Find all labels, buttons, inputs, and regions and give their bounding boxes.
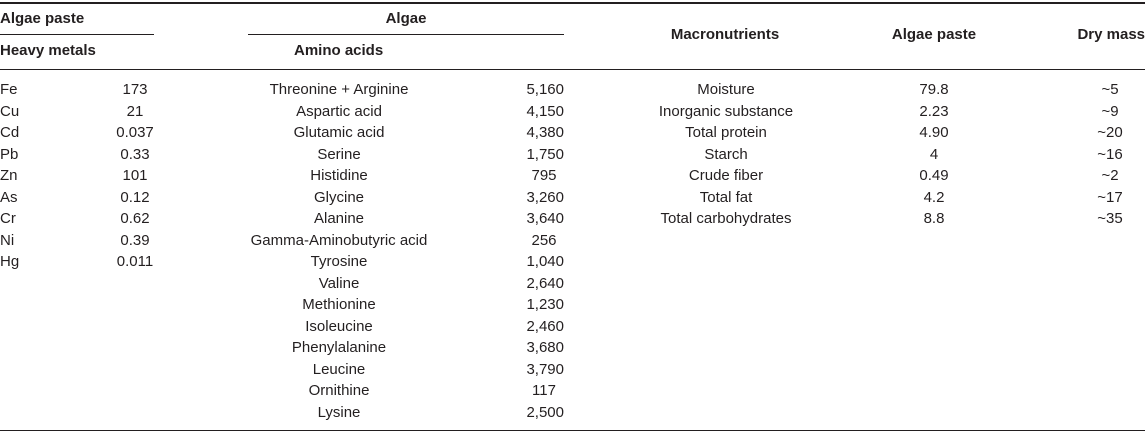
macronutrient-paste-value: 4.90 (919, 124, 949, 141)
amino-acid-value: 1,750 (526, 145, 564, 163)
amino-acid-name: Tyrosine (310, 253, 368, 270)
macronutrient-paste-value: 4 (929, 145, 939, 163)
macronutrient-dry-value: ~9 (1101, 102, 1119, 120)
macronutrient-name: Starch (704, 145, 748, 163)
table-row (0, 124, 19, 142)
macronutrient-dry-value: ~2 (1101, 167, 1119, 184)
amino-acid-value: 2,460 (526, 317, 564, 335)
amino-acid-value: 3,790 (526, 360, 564, 378)
metal-name: Hg (0, 253, 20, 270)
header-bottom-rule (0, 69, 1145, 70)
metal-value: 0.12 (120, 188, 150, 206)
amino-acid-name: Methionine (302, 296, 376, 313)
amino-acids-header: Amino acids (294, 42, 384, 59)
amino-acid-name: Leucine (312, 360, 366, 378)
table-row (0, 167, 18, 185)
metal-value: 0.62 (120, 210, 150, 227)
amino-acid-name: Valine (318, 274, 360, 292)
amino-acid-value: 1,230 (526, 296, 564, 313)
metal-name: Cd (0, 124, 20, 141)
metal-value: 0.037 (116, 124, 154, 141)
algae-paste-column-header: Algae paste (891, 26, 977, 43)
algae-paste-underline (0, 34, 154, 35)
amino-acid-value: 2,640 (526, 274, 564, 292)
metal-value: 173 (122, 81, 148, 98)
macronutrients-header: Macronutrients (670, 26, 780, 43)
amino-acid-value: 2,500 (526, 403, 564, 421)
amino-acid-value: 3,260 (526, 188, 564, 206)
table-top-rule (0, 2, 1145, 4)
amino-acid-name: Glycine (313, 188, 365, 206)
macronutrient-name: Moisture (697, 81, 755, 98)
amino-acid-name: Gamma-Aminobutyric acid (250, 231, 428, 249)
metal-value: 0.33 (120, 145, 150, 163)
amino-acid-value: 256 (531, 231, 557, 249)
amino-acid-name: Aspartic acid (296, 102, 382, 120)
metal-value: 21 (126, 102, 144, 120)
macronutrient-dry-value: ~17 (1097, 188, 1123, 206)
macronutrient-name: Total protein (685, 124, 767, 141)
macronutrient-name: Crude fiber (688, 167, 764, 184)
algae-paste-group-header: Algae paste (0, 10, 85, 27)
table-row (0, 253, 19, 271)
macronutrient-paste-value: 2.23 (919, 102, 949, 120)
amino-acid-name: Isoleucine (305, 317, 373, 335)
table-row (0, 189, 18, 207)
amino-acid-name: Glutamic acid (293, 124, 385, 141)
amino-acid-name: Histidine (310, 167, 368, 184)
amino-acid-value: 4,150 (526, 102, 564, 120)
amino-acid-value: 3,640 (526, 210, 564, 227)
macronutrient-paste-value: 8.8 (923, 210, 945, 227)
metal-value: 0.011 (116, 253, 154, 270)
amino-acid-name: Alanine (313, 210, 365, 227)
table-row (0, 232, 14, 250)
metal-name: Cr (0, 210, 16, 227)
metal-value: 0.39 (120, 231, 150, 249)
amino-acid-value: 795 (531, 167, 557, 184)
amino-acid-value: 5,160 (526, 81, 564, 98)
amino-acid-value: 117 (532, 382, 556, 399)
metal-name: Ni (0, 231, 15, 249)
metal-name: Pb (0, 145, 19, 163)
macronutrient-dry-value: ~20 (1097, 124, 1123, 141)
metal-name: Cu (0, 102, 20, 120)
amino-acid-value: 4,380 (526, 124, 564, 141)
macronutrient-paste-value: 79.8 (919, 81, 949, 98)
macronutrient-dry-value: ~35 (1097, 210, 1123, 227)
dry-mass-column-header: Dry mass (1077, 26, 1145, 43)
amino-acid-name: Lysine (317, 403, 361, 421)
amino-acid-value: 1,040 (526, 253, 564, 270)
metal-value: 101 (122, 167, 148, 184)
macronutrient-name: Inorganic substance (658, 102, 794, 120)
amino-acid-value: 3,680 (526, 339, 564, 356)
algae-group-header: Algae (385, 10, 427, 27)
table-row (0, 81, 18, 99)
metal-name: Zn (0, 167, 18, 184)
table-row (0, 210, 16, 228)
table-row (0, 146, 18, 164)
metal-name: As (0, 188, 18, 206)
macronutrient-name: Total carbohydrates (660, 210, 792, 227)
algae-underline (248, 34, 564, 35)
amino-acid-name: Serine (317, 145, 361, 163)
macronutrient-paste-value: 4.2 (923, 188, 945, 206)
metal-name: Fe (0, 81, 18, 98)
amino-acid-name: Ornithine (308, 382, 370, 399)
table-row (0, 103, 19, 121)
macronutrient-name: Total fat (699, 188, 753, 206)
macronutrient-dry-value: ~5 (1101, 81, 1119, 98)
amino-acid-name: Phenylalanine (291, 339, 387, 356)
amino-acid-name: Threonine + Arginine (269, 81, 409, 98)
table-bottom-rule (0, 430, 1145, 431)
macronutrient-dry-value: ~16 (1097, 145, 1123, 163)
heavy-metals-header: Heavy metals (0, 42, 96, 59)
macronutrient-paste-value: 0.49 (919, 167, 949, 184)
